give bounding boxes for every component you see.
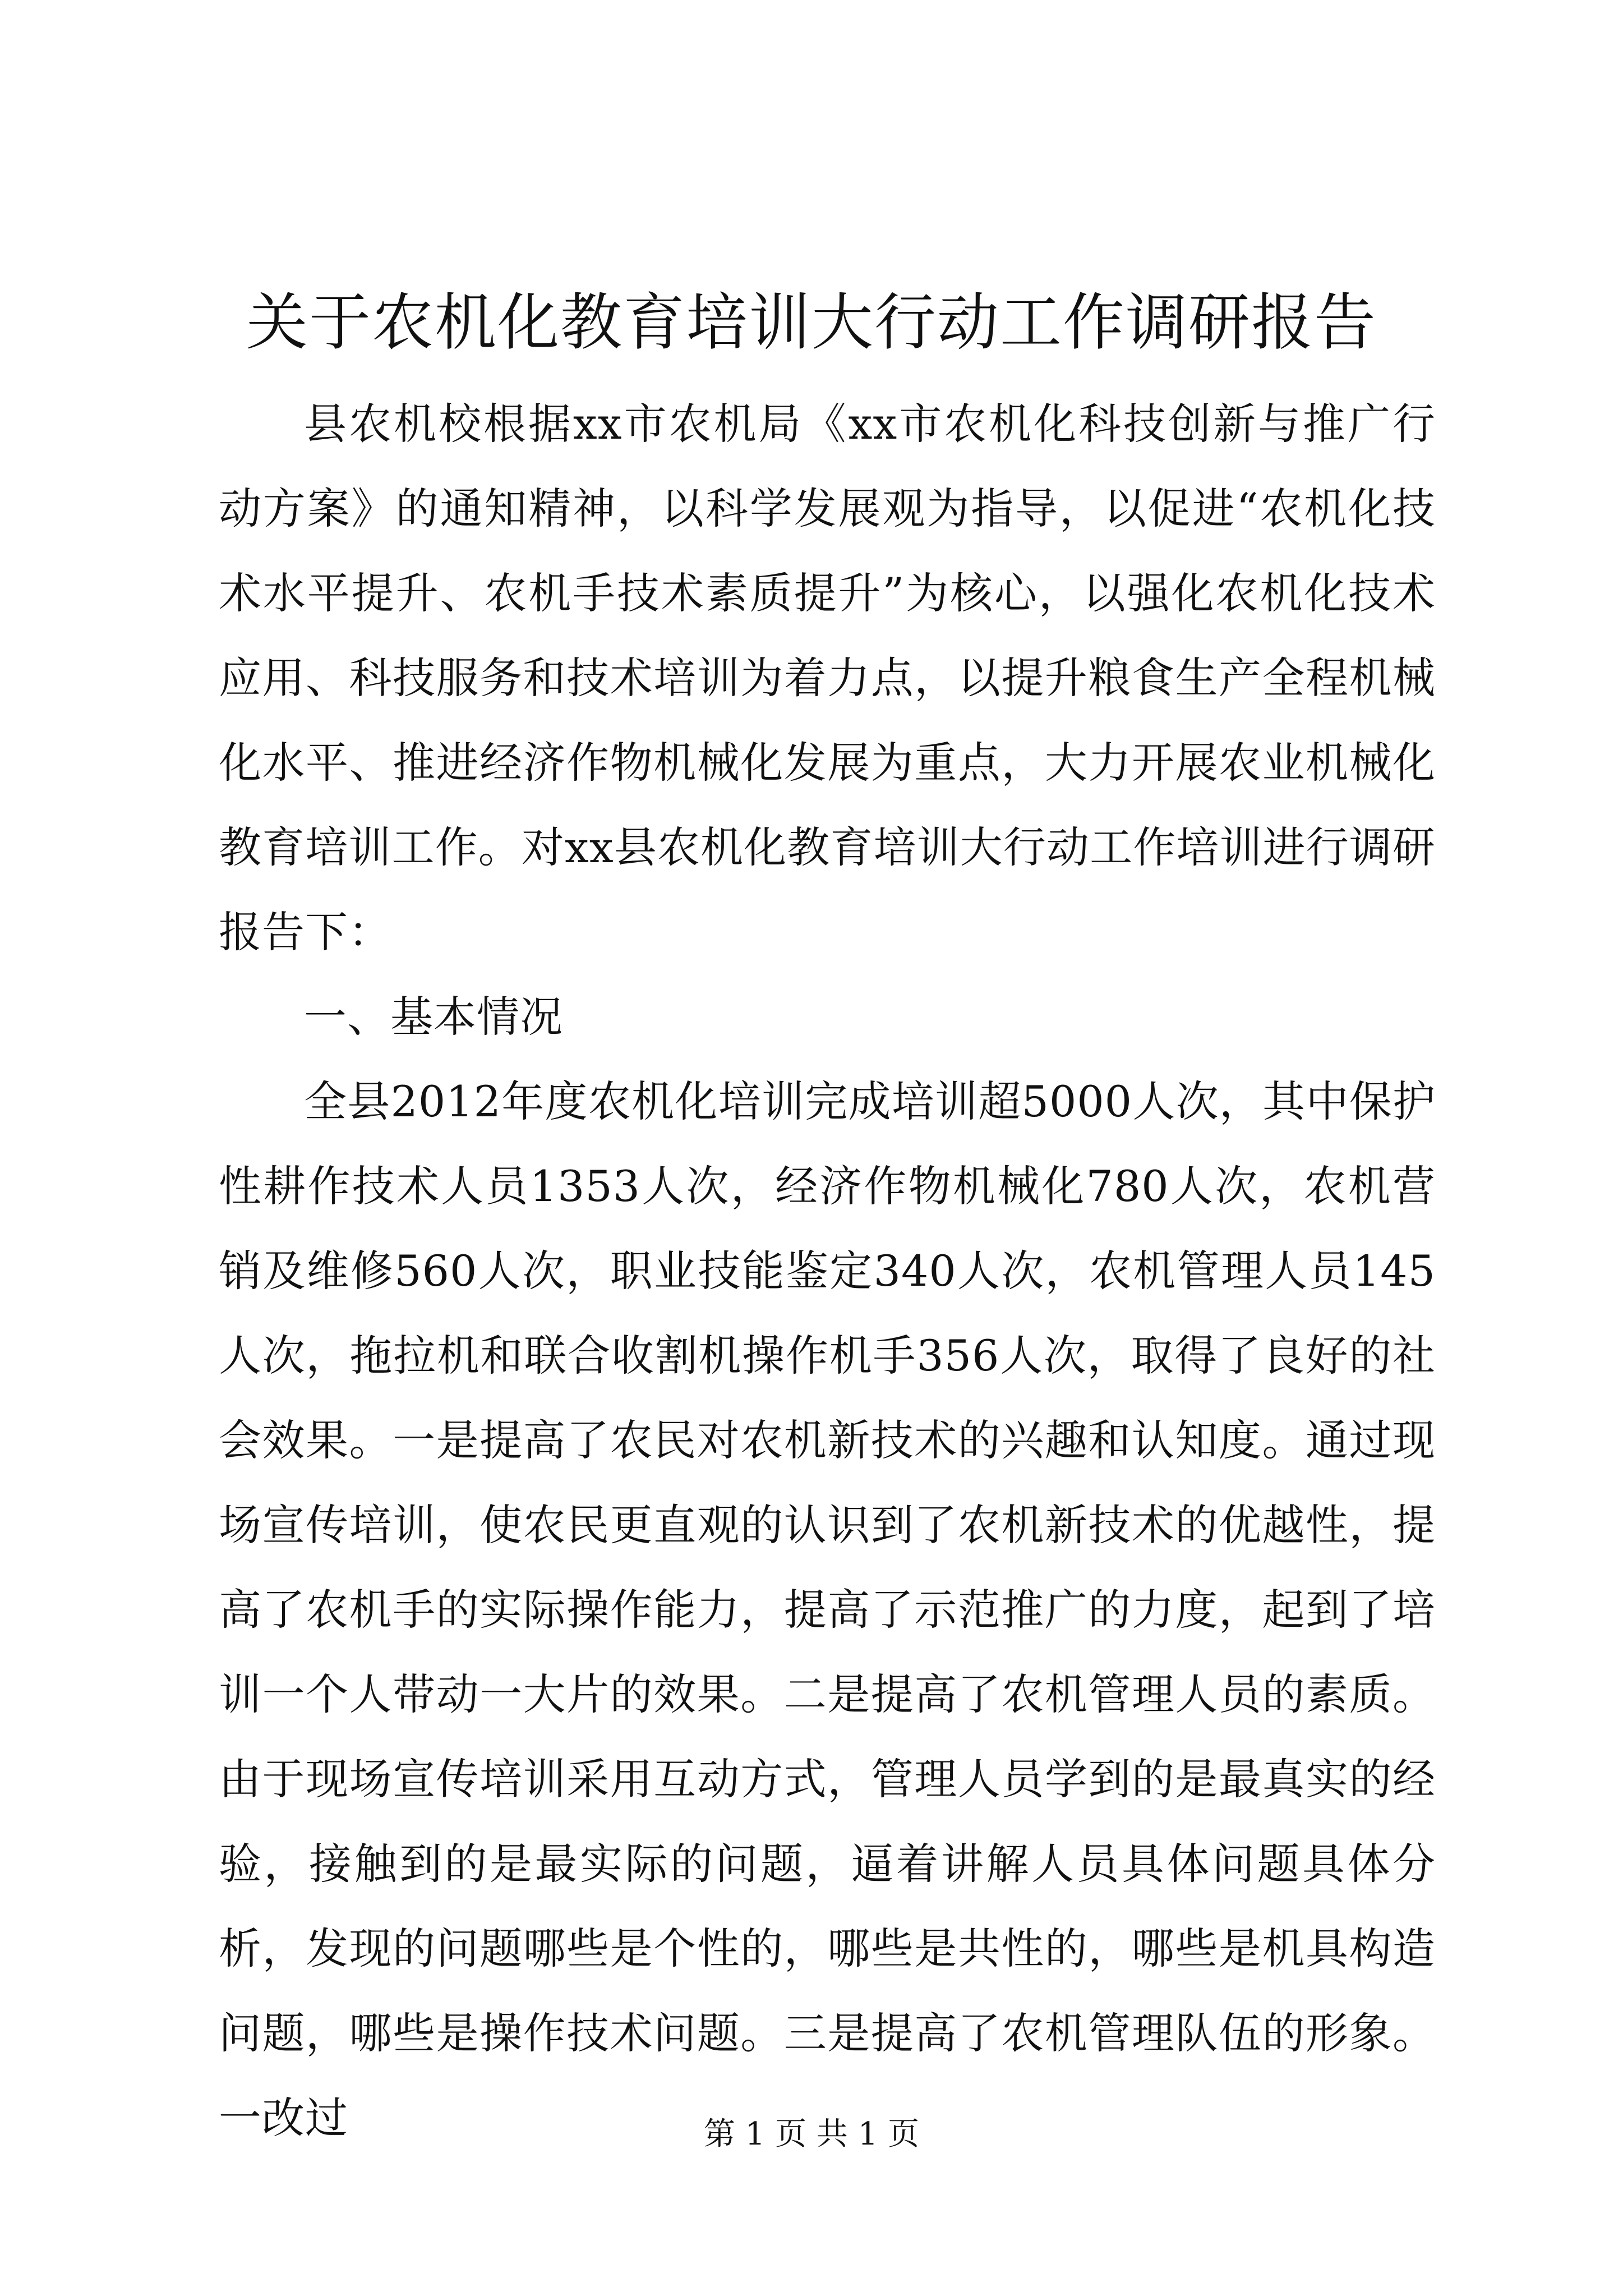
section-heading-basic-situation: 一、基本情况 [304,992,563,1042]
page-footer: 第 1 页 共 1 页 [703,2116,920,2152]
document-title: 关于农机化教育培训大行动工作调研报告 [246,287,1377,358]
paragraph-intro: 县农机校根据xx市农机局《xx市农机化科技创新与推广行动方案》的通知精神，以科学发展观为指导，以促进“农机化技术水平提升、农机手技术素质提升”为核心，以强化农机化技术应用、科技服务和技术培训为着力点，以提升粮食生产全程机械化水平、推进经济作物机械化发展为重点，大力开展农业机械化教育培训工作。对xx县农机化教育培训大行动工作培训进行调研报告下： [219,399,1436,957]
document-body [219,381,1436,2160]
paragraph-basic-situation: 全县2012年度农机化培训完成培训超5000人次，其中保护性耕作技术人员1353人次，经济作物机械化780人次，农机营销及维修560人次，职业技能鉴定340人次，农机管理人员145人次，拖拉机和联合收割机操作机手356人次，取得了良好的社会效果。一是提高了农民对农机新技术的兴趣和认知度。通过现场宣传培训，使农民更直观的认识到了农机新技术的优越性，提高了农机手的实际操作能力，提高了示范推广的力度，起到了培训一个人带动一大片的效果。二是提高了农机管理人员的素质。由于现场宣传培训采用互动方式，管理人员学到的是最真实的经验，接触到的是最实际的问题，逼着讲解人员具体问题具体分析，发现的问题哪些是个性的，哪些是共性的，哪些是机具构造问题，哪些是操作技术问题。三是提高了农机管理队伍的形象。一改过 [219,1076,1436,2143]
